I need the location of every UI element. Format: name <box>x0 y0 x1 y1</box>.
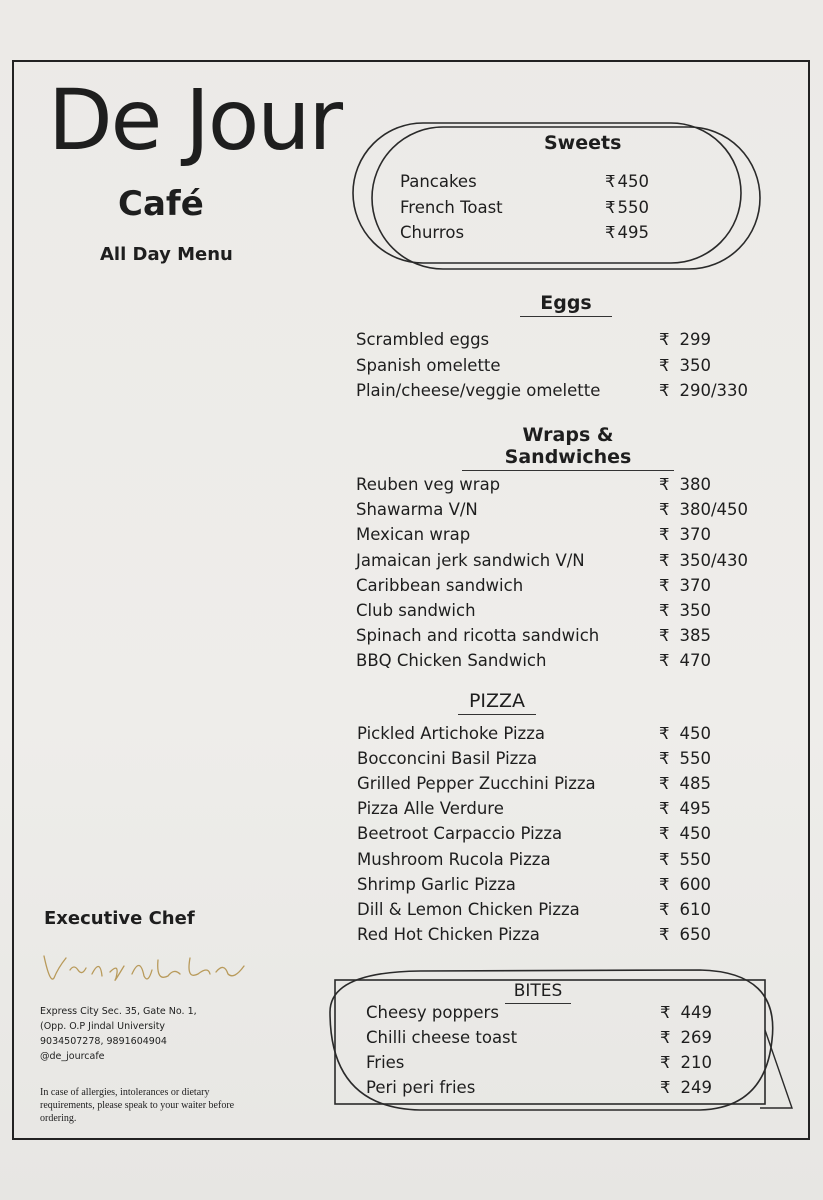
rupee-icon: ₹ <box>659 724 670 743</box>
menu-item-name: Scrambled eggs <box>356 330 490 349</box>
instagram-handle: @de_jourcafe <box>40 1051 105 1062</box>
rupee-icon: ₹ <box>659 849 670 869</box>
rupee-icon: ₹ <box>659 899 670 919</box>
menu-item-price <box>660 1078 712 1097</box>
rupee-icon: ₹ <box>660 1078 671 1097</box>
menu-item-name: Dill & Lemon Chicken Pizza <box>357 899 580 919</box>
menu-item-name: Pancakes <box>400 172 477 191</box>
chef-title: Executive Chef <box>44 908 195 929</box>
price-value: 495 <box>617 223 649 242</box>
price-value: 380 <box>679 475 711 494</box>
price-value: 370 <box>679 525 711 545</box>
rupee-icon: ₹ <box>605 197 616 217</box>
menu-item-name: BBQ Chicken Sandwich <box>356 651 547 671</box>
price-value: 650 <box>679 924 711 944</box>
menu-item-name: French Toast <box>400 197 503 217</box>
menu-item-price <box>659 381 748 400</box>
menu-item-price <box>659 925 711 944</box>
menu-item-price <box>659 900 711 919</box>
rupee-icon: ₹ <box>659 626 670 646</box>
section-title-bites: BITES <box>505 981 571 1004</box>
menu-item-price <box>659 356 711 375</box>
menu-item-name: Bocconcini Basil Pizza <box>357 749 538 769</box>
rupee-icon: ₹ <box>659 799 670 819</box>
menu-item-name: Club sandwich <box>356 601 476 620</box>
section-title-wraps: Wraps & Sandwiches <box>462 424 674 471</box>
rupee-icon: ₹ <box>659 774 670 794</box>
menu-item-price <box>660 1053 712 1072</box>
rupee-icon: ₹ <box>659 550 670 570</box>
price-value: 269 <box>680 1028 712 1047</box>
menu-item-price <box>659 500 748 519</box>
allergy-note: In case of allergies, intolerances or dietary requirements, please speak to your waiter before ordering. <box>40 1087 235 1124</box>
menu-item-price <box>659 724 711 743</box>
price-value: 385 <box>679 626 711 646</box>
section-title-sweets: Sweets <box>544 132 622 154</box>
menu-item-name: Jamaican jerk sandwich V/N <box>356 550 585 570</box>
price-value: 550 <box>617 197 649 217</box>
menu-item-name: Pickled Artichoke Pizza <box>357 724 545 743</box>
menu-item-price <box>659 875 711 894</box>
chef-signature <box>40 948 250 992</box>
rupee-icon: ₹ <box>605 223 616 242</box>
menu-item-name: Plain/cheese/veggie omelette <box>356 381 601 400</box>
section-title-pizza: PIZZA <box>458 690 536 715</box>
menu-item-price <box>659 850 711 869</box>
rupee-icon: ₹ <box>659 475 670 494</box>
menu-item-name: Grilled Pepper Zucchini Pizza <box>357 774 596 794</box>
menu-item-price <box>605 172 649 191</box>
menu-item-price <box>659 525 711 544</box>
menu-item-name: Spinach and ricotta sandwich <box>356 626 600 646</box>
price-value: 249 <box>680 1078 712 1097</box>
rupee-icon: ₹ <box>659 500 670 520</box>
brand-name: De Jour <box>48 71 342 169</box>
rupee-icon: ₹ <box>659 874 670 894</box>
menu-item-name: Churros <box>400 223 465 242</box>
menu-item-name: Spanish omelette <box>356 355 501 375</box>
menu-item-price <box>660 1028 712 1047</box>
price-value: 610 <box>679 899 711 919</box>
price-value: 550 <box>679 749 711 769</box>
rupee-icon: ₹ <box>659 749 670 769</box>
menu-item-price <box>659 799 711 818</box>
price-value: 485 <box>679 774 711 794</box>
menu-item-name: Mexican wrap <box>356 525 471 545</box>
phone-numbers: 9034507278, 9891604904 <box>40 1036 167 1047</box>
menu-item-name: Cheesy poppers <box>366 1003 499 1022</box>
menu-subtitle: All Day Menu <box>100 244 233 265</box>
rupee-icon: ₹ <box>659 924 670 944</box>
menu-item-price <box>659 330 711 349</box>
price-value: 470 <box>679 651 711 671</box>
brand-subname: Café <box>118 184 204 224</box>
menu-item-price <box>660 1003 712 1022</box>
price-value: 370 <box>679 575 711 595</box>
rupee-icon: ₹ <box>660 1053 671 1072</box>
price-value: 290/330 <box>679 381 749 400</box>
rupee-icon: ₹ <box>660 1003 671 1022</box>
menu-item-price <box>659 551 748 570</box>
menu-item-price <box>659 749 711 768</box>
menu-item-name: Shrimp Garlic Pizza <box>357 874 516 894</box>
price-value: 380/450 <box>679 500 749 520</box>
menu-item-name: Beetroot Carpaccio Pizza <box>357 824 563 844</box>
price-value: 299 <box>679 330 711 349</box>
price-value: 449 <box>680 1003 712 1022</box>
menu-item-price <box>659 774 711 793</box>
menu-item-price <box>659 651 711 670</box>
rupee-icon: ₹ <box>659 824 670 844</box>
menu-item-name: Pizza Alle Verdure <box>357 799 504 819</box>
price-value: 350 <box>679 355 711 375</box>
menu-item-price <box>605 198 649 217</box>
menu-item-name: Fries <box>366 1053 405 1072</box>
menu-item-price <box>659 626 711 645</box>
menu-item-name: Red Hot Chicken Pizza <box>357 924 540 944</box>
rupee-icon: ₹ <box>659 381 670 400</box>
menu-item-price <box>659 576 711 595</box>
price-value: 450 <box>617 172 649 191</box>
rupee-icon: ₹ <box>605 172 616 191</box>
menu-item-price <box>659 601 711 620</box>
menu-item-name: Shawarma V/N <box>356 500 478 520</box>
contact-block <box>40 1004 197 1064</box>
address-line-1: Express City Sec. 35, Gate No. 1, <box>40 1006 197 1017</box>
price-value: 210 <box>680 1053 712 1072</box>
rupee-icon: ₹ <box>660 1028 671 1047</box>
rupee-icon: ₹ <box>659 355 670 375</box>
menu-item-price <box>605 223 649 242</box>
menu-item-name: Mushroom Rucola Pizza <box>357 849 551 869</box>
menu-item-name: Reuben veg wrap <box>356 475 501 494</box>
menu-item-name: Chilli cheese toast <box>366 1028 518 1047</box>
signature-graphic <box>40 948 250 988</box>
menu-item-name: Peri peri fries <box>366 1078 476 1097</box>
menu-item-price <box>659 824 711 843</box>
price-value: 450 <box>679 724 711 743</box>
price-value: 350/430 <box>679 550 749 570</box>
menu-item-name: Caribbean sandwich <box>356 575 524 595</box>
rupee-icon: ₹ <box>659 525 670 545</box>
rupee-icon: ₹ <box>659 601 670 620</box>
price-value: 495 <box>679 799 711 819</box>
price-value: 600 <box>679 874 711 894</box>
rupee-icon: ₹ <box>659 330 670 349</box>
price-value: 450 <box>679 824 711 844</box>
menu-item-price <box>659 475 711 494</box>
price-value: 550 <box>679 849 711 869</box>
price-value: 350 <box>679 601 711 620</box>
section-title-eggs: Eggs <box>520 292 612 317</box>
rupee-icon: ₹ <box>659 651 670 671</box>
address-line-2: (Opp. O.P Jindal University <box>40 1021 166 1032</box>
rupee-icon: ₹ <box>659 575 670 595</box>
